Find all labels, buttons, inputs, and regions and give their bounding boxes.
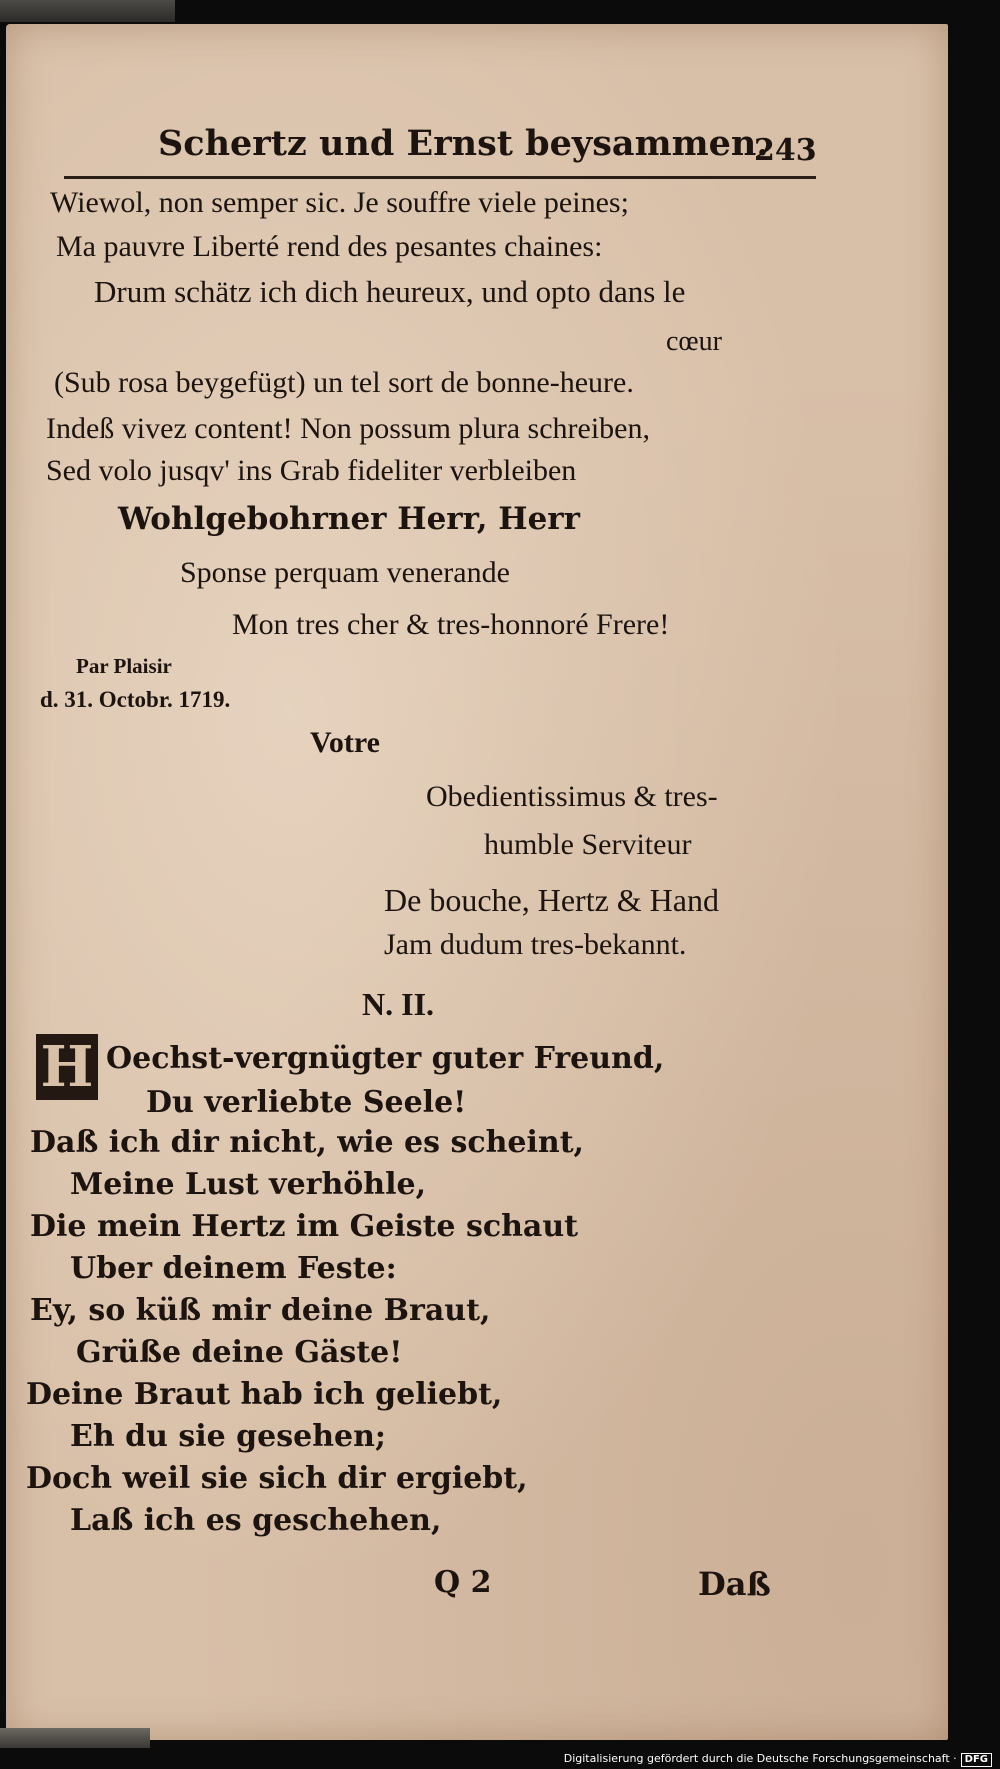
- dateline-place: Par Plaisir: [76, 654, 172, 678]
- closing-line: Obedientissimus & tres-: [426, 780, 718, 813]
- poem-line: Doch weil sie sich dir ergiebt,: [26, 1461, 528, 1496]
- poem-line: Uber deinem Feste:: [70, 1251, 397, 1286]
- salutation-line: Mon tres cher & tres-honnoré Frere!: [232, 608, 670, 641]
- poem-line: (Sub rosa beygefügt) un tel sort de bonne-heure.: [54, 366, 634, 399]
- poem-line: Oechst-vergnügter guter Freund,: [106, 1041, 665, 1076]
- poem-line: Grüße deine Gäste!: [76, 1335, 403, 1370]
- poem-line: Drum schätz ich dich heureux, und opto dans le: [94, 274, 686, 309]
- book-page: [6, 24, 948, 1740]
- poem-line: Indeß vivez content! Non possum plura schreiben,: [46, 412, 650, 445]
- closing-votre: Votre: [310, 726, 380, 759]
- poem-line: Deine Braut hab ich geliebt,: [26, 1377, 503, 1412]
- poem-line: Laß ich es geschehen,: [70, 1503, 442, 1538]
- poem-line: Sed volo jusqv' ins Grab fideliter verbleiben: [46, 454, 577, 487]
- signature-mark: Q 2: [434, 1565, 492, 1600]
- header-rule: [64, 176, 816, 179]
- closing-line: Jam dudum tres-bekannt.: [384, 928, 687, 961]
- dateline-date: d. 31. Octobr. 1719.: [40, 687, 231, 712]
- poem-line: Ey, so küß mir deine Braut,: [30, 1293, 491, 1328]
- poem-line: Die mein Hertz im Geiste schaut: [30, 1209, 579, 1244]
- decorated-initial: H: [36, 1034, 98, 1100]
- poem-line: Wiewol, non semper sic. Je souffre viele peines;: [50, 186, 629, 219]
- closing-line: De bouche, Hertz & Hand: [384, 882, 719, 918]
- salutation-line: Sponse perquam venerande: [180, 556, 510, 589]
- running-title: Schertz und Ernst beysammen.: [158, 123, 769, 164]
- digitization-credit: [564, 1752, 992, 1767]
- dfg-logo: DFG: [961, 1753, 992, 1767]
- closing-line: humble Serviteur: [484, 828, 692, 861]
- poem-line: Du verliebte Seele!: [146, 1085, 467, 1120]
- poem-line: Eh du sie gesehen;: [70, 1419, 386, 1454]
- poem-line: Meine Lust verhöhle,: [70, 1167, 427, 1202]
- book-binding-bottom: [0, 1728, 150, 1748]
- credit-text: Digitalisierung gefördert durch die Deutsche Forschungsgemeinschaft ·: [563, 1752, 957, 1765]
- page-number: 243: [754, 133, 817, 168]
- catchword: Daß: [698, 1565, 771, 1603]
- section-heading: N. II.: [362, 986, 435, 1022]
- poem-line: Ma pauvre Liberté rend des pesantes chaines:: [56, 230, 603, 263]
- poem-line: Daß ich dir nicht, wie es scheint,: [30, 1125, 585, 1160]
- poem-line-turnover: cœur: [666, 326, 722, 357]
- salutation-line: Wohlgebohrner Herr, Herr: [118, 501, 580, 537]
- book-binding: [0, 0, 175, 22]
